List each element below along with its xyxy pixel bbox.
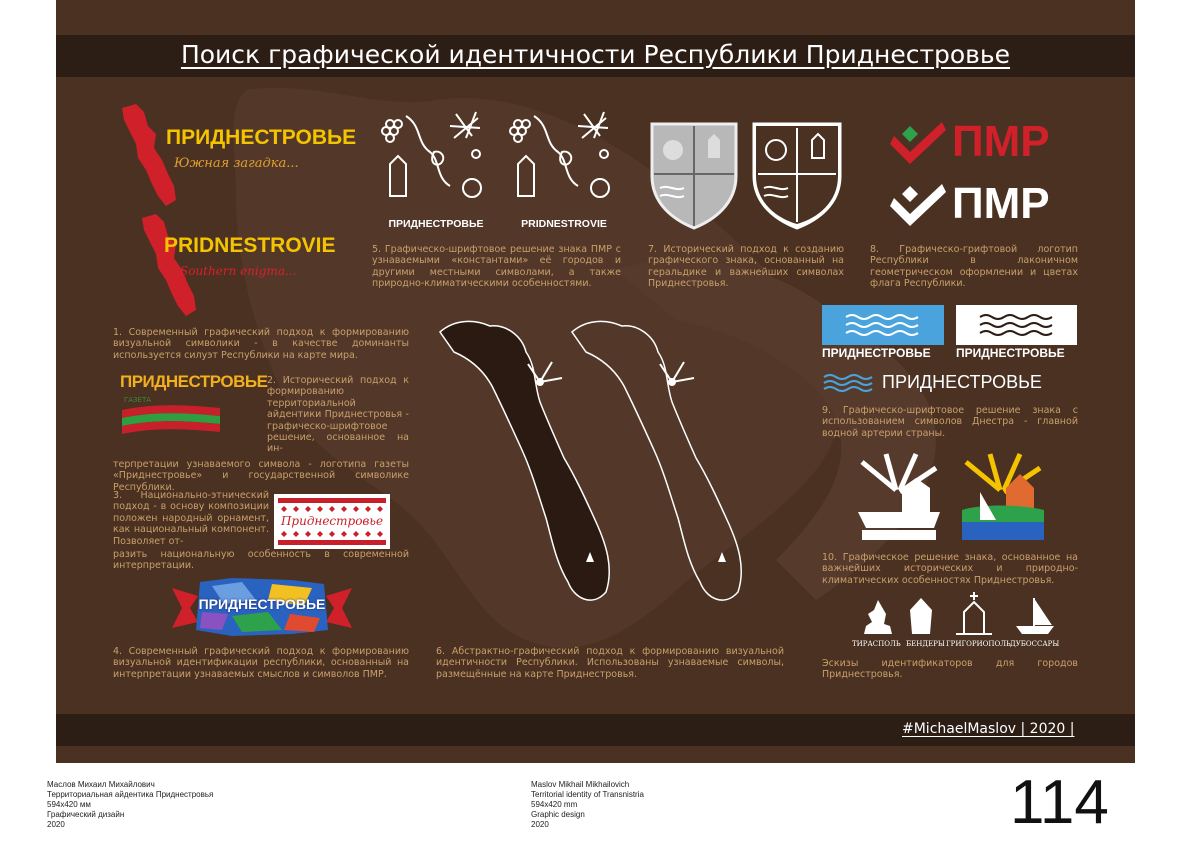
meta-line: Territorial identity of Transnistria bbox=[531, 790, 644, 799]
sign5-ru-label: ПРИДНЕСТРОВЬЕ bbox=[388, 218, 484, 230]
windmill-icon bbox=[856, 452, 942, 542]
city-label-bendery: БЕНДЕРЫ bbox=[906, 640, 945, 648]
monument-icon bbox=[856, 596, 900, 636]
symbols-lineart-icon bbox=[504, 106, 624, 216]
coat-of-arms-icon bbox=[648, 118, 740, 230]
flag-ribbon-icon bbox=[120, 402, 224, 436]
wave-icon bbox=[956, 305, 1077, 345]
caption-3-top: 3. Национально-этнический подход - в основу композиции положен народный орнамент, как национальный компонент. Позволяет от- bbox=[113, 490, 269, 547]
sign8-pmr-white: ПМР bbox=[952, 179, 1050, 228]
sign9-blue-tile bbox=[822, 305, 944, 345]
city-label-tiraspol: ТИРАСПОЛЬ bbox=[852, 640, 901, 648]
caption-2-top: 2. Исторический подход к формированию территориальной айдентики Приднестровья - графическо-шрифтовое решение, основанное на ин- bbox=[267, 375, 409, 455]
city-label-dubossary: ДУБОССАРЫ bbox=[1010, 640, 1060, 648]
coat-of-arms-icon bbox=[750, 118, 844, 230]
sign1-en-name: PRIDNESTROVIE bbox=[164, 234, 336, 257]
caption-5: 5. Графическо-шрифтовое решение знака ПМР с узнаваемыми «константами» её городов и другими местными символами, а также природно-климатическими особенностями. bbox=[372, 244, 621, 290]
caption-7: 7. Исторический подход к созданию графического знака, основанный на геральдике и важнейших символах Приднестровья. bbox=[648, 244, 844, 290]
poster-title: Поиск графической идентичности Республики Приднестровье bbox=[180, 40, 1011, 69]
sign2-name: ПРИДНЕСТРОВЬЕ bbox=[120, 372, 268, 391]
wave-icon bbox=[822, 305, 944, 345]
chevron-logo-icon bbox=[890, 118, 948, 166]
sign9-label-b: ПРИДНЕСТРОВЬЕ bbox=[956, 346, 1065, 360]
caption-11: Эскизы идентификаторов для городов Приднестровья. bbox=[822, 658, 1078, 681]
meta-line: 2020 bbox=[47, 820, 65, 829]
caption-10: 10. Графическое решение знака, основанное на важнейших исторических и природно-климатических особенностях Приднестровья. bbox=[822, 552, 1078, 586]
meta-line: Maslov Mikhail Mikhailovich bbox=[531, 780, 630, 789]
sign5-en-label: PRIDNESTROVIE bbox=[521, 218, 607, 230]
sign5-en-symbol bbox=[504, 106, 624, 232]
caption-4: 4. Современный графический подход к формированию визуальной идентификации республики, основанный на интерпретации узнаваемых смыслов и символов ПМР. bbox=[113, 646, 409, 680]
meta-line: 2020 bbox=[531, 820, 549, 829]
sign9-white-tile bbox=[956, 305, 1077, 345]
caption-9: 9. Графическо-шрифтовое решение знака с использованием символов Днестра - главной водной артерии страны. bbox=[822, 405, 1078, 439]
sign4-name: ПРИДНЕСТРОВЬЕ bbox=[198, 596, 326, 612]
sign4-mosaic-logo bbox=[172, 578, 352, 636]
sign9-label-a: ПРИДНЕСТРОВЬЕ bbox=[822, 346, 931, 360]
map-silhouette-icon bbox=[568, 312, 768, 612]
sign1-ru-name: ПРИДНЕСТРОВЬЕ bbox=[166, 126, 357, 149]
author-signature: #MichaelMaslov | 2020 | bbox=[902, 721, 1075, 737]
sign1-ru-slogan: Южная загадка... bbox=[174, 156, 299, 171]
caption-2-bottom: терпретации узнаваемого символа - логотипа газеты «Приднестровье» и государственной символике Республики. bbox=[113, 459, 409, 493]
meta-line: Территориальная айдентика Приднестровья bbox=[47, 790, 214, 799]
meta-line: Графический дизайн bbox=[47, 810, 125, 819]
meta-line: 594x420 mm bbox=[531, 800, 578, 809]
sign5-ru-symbol bbox=[376, 106, 496, 232]
meta-en bbox=[531, 780, 644, 830]
sign9-label-c: ПРИДНЕСТРОВЬЕ bbox=[882, 372, 1042, 392]
caption-8: 8. Графическо-грифтовой логотип Республики в лаконичном геометрическом оформлении и цветах флага Республики. bbox=[870, 244, 1078, 290]
caption-6: 6. Абстрактно-графический подход к формированию визуальной идентичности Республики. Использованы узнаваемые символы, размещённые на карте Приднестровья. bbox=[436, 646, 784, 680]
meta-line: Маслов Михаил Михайлович bbox=[47, 780, 155, 789]
sign1-en-slogan: Southern enigma... bbox=[180, 264, 297, 278]
sign2-subtitle: ГАЗЕТА bbox=[124, 396, 152, 404]
sign3-ornament-logo bbox=[274, 494, 390, 549]
meta-ru bbox=[47, 780, 213, 830]
page-number: 114 bbox=[1010, 768, 1109, 837]
poster bbox=[56, 0, 1135, 763]
meta-line: 594x420 мм bbox=[47, 800, 91, 809]
sign2-newspaper-logo bbox=[120, 372, 268, 434]
caption-3-bottom: разить национальную особенность в современной интерпретации. bbox=[113, 549, 409, 572]
windmill-icon bbox=[960, 452, 1046, 542]
caption-1: 1. Современный графический подход к формированию визуальной символики - в качестве доминанты используется силуэт Республики на карте мира. bbox=[113, 327, 409, 361]
chevron-logo-icon bbox=[890, 180, 948, 228]
boat-icon bbox=[1012, 596, 1056, 636]
map-silhouette-icon bbox=[118, 100, 190, 210]
symbols-lineart-icon bbox=[376, 106, 496, 216]
sign8-pmr-color: ПМР bbox=[952, 117, 1050, 166]
meta-line: Graphic design bbox=[531, 810, 585, 819]
church-icon bbox=[954, 592, 994, 636]
wave-icon bbox=[822, 372, 880, 394]
tower-icon bbox=[908, 596, 934, 636]
city-label-grigoriopol: ГРИГОРИОПОЛЬ bbox=[946, 640, 1011, 648]
sign3-name: Приднестровье bbox=[280, 514, 384, 528]
